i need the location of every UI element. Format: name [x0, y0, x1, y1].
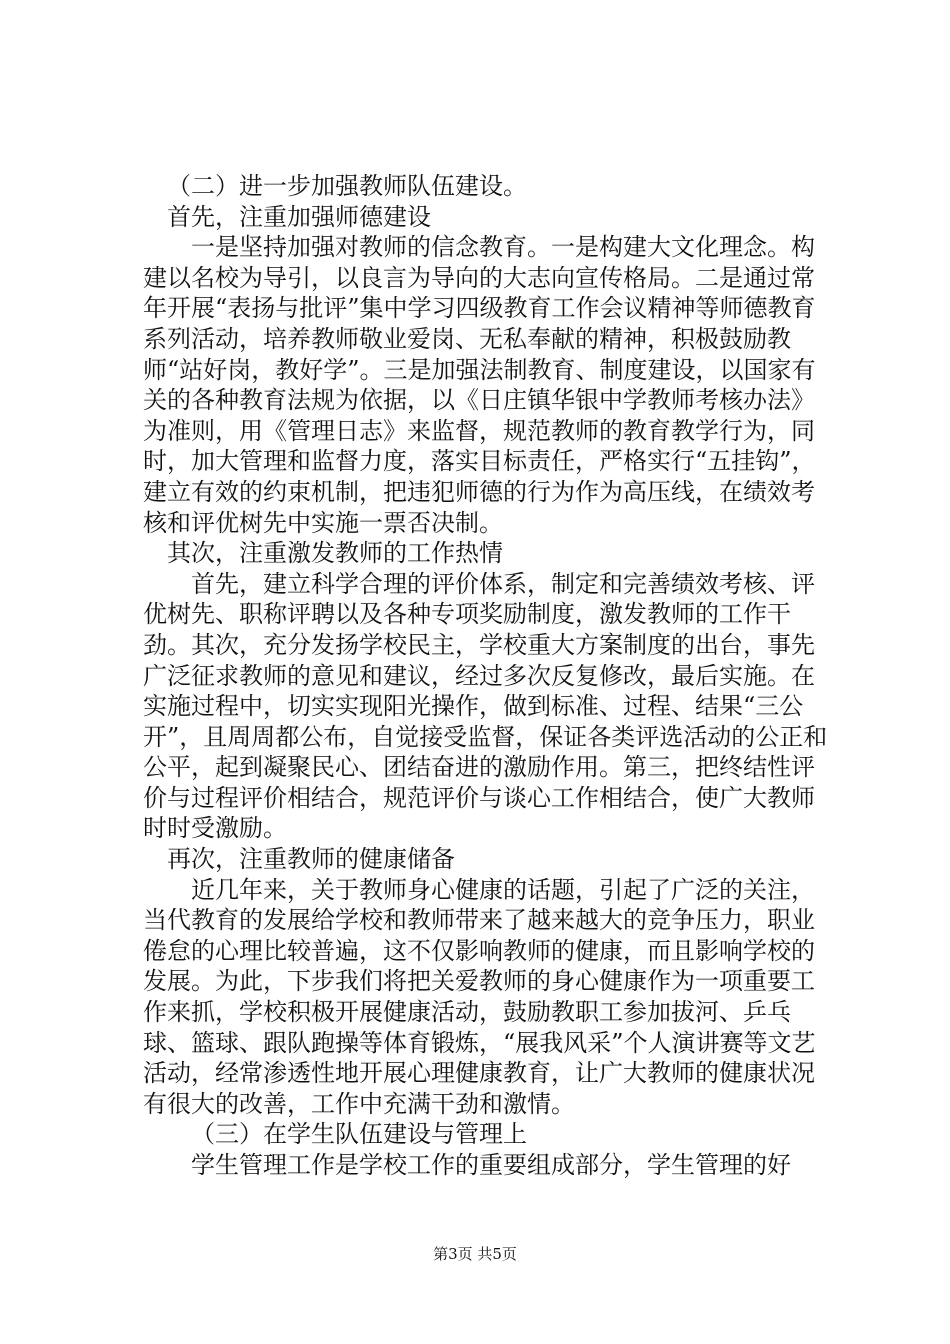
subheading-motivation: 其次，注重激发教师的工作热情	[167, 539, 503, 568]
paragraph-health: 近几年来，关于教师身心健康的话题，引起了广泛的关注，当代教育的发展给学校和教师带来了越来越大的竞争压力，职业倦怠的心理比较普遍，这不仅影响教师的健康，而且影响学校的发展。为此，下步我们将把关爱教师的身心健康作为一项重要工作来抓，学校积极开展健康活动，鼓励教职工参加拔河、乒乓球、篮球、跟队跑操等体育锻炼，“展我风采”个人演讲赛等文艺活动，经常渗透性地开展心理健康教育，让广大教师的健康状况有很大的改善，工作中充满干劲和激情。	[143, 875, 816, 1118]
subheading-ethics: 首先，注重加强师德建设	[167, 202, 431, 231]
paragraph-students: 学生管理工作是学校工作的重要组成部分，学生管理的好	[191, 1151, 791, 1179]
section-heading-students: （三）在学生队伍建设与管理上	[191, 1120, 527, 1149]
paragraph-ethics: 一是坚持加强对教师的信念教育。一是构建大文化理念。构建以名校为导引，以良言为导向的大志向宣传格局。二是通过常年开展“表扬与批评”集中学习四级教育工作会议精神等师德教育系列活动，培养教师敬业爱岗、无私奉献的精神，积极鼓励教师“站好岗，教好学”。三是加强法制教育、制度建设，以国家有关的各种教育法规为依据，以《日庄镇华银中学教师考核办法》为准则，用《管理日志》来监督，规范教师的教育教学行为，同时，加大管理和监督力度，落实目标责任，严格实行“五挂钩”，建立有效的约束机制，把违犯师德的行为作为高压线，在绩效考核和评优树先中实施一票否决制。	[143, 233, 816, 537]
subheading-health: 再次，注重教师的健康储备	[167, 845, 455, 874]
paragraph-motivation: 首先，建立科学合理的评价体系，制定和完善绩效考核、评优树先、职称评聘以及各种专项奖励制度，激发教师的工作干劲。其次，充分发扬学校民主，学校重大方案制度的出台，事先广泛征求教师的意见和建议，经过多次反复修改，最后实施。在实施过程中，切实实现阳光操作，做到标准、过程、结果“三公开”，且周周都公布，自觉接受监督，保证各类评选活动的公正和公平，起到凝聚民心、团结奋进的激励作用。第三，把终结性评价与过程评价相结合，规范评价与谈心工作相结合，使广大教师时时受激励。	[143, 569, 828, 843]
section-heading-teachers: （二）进一步加强教师队伍建设。	[167, 172, 527, 200]
page-number-footer: 第3页 共5页	[433, 1245, 517, 1263]
document-body	[143, 171, 833, 1181]
